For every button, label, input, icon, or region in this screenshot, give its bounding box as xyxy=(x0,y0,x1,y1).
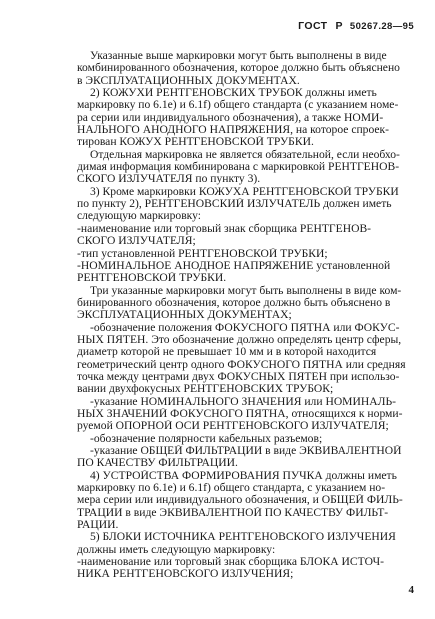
text-line: вании двухфокусных РЕНТГЕНОВСКИХ ТРУБОК; xyxy=(77,383,334,396)
page-number: 4 xyxy=(408,584,414,596)
text-line: ра серии или индивидуального обозначения), а также НОМИ- xyxy=(77,111,384,124)
paragraph-three-markings xyxy=(77,285,422,470)
text-line: 4) УСТРОЙСТВА ФОРМИРОВАНИЯ ПУЧКА должны иметь xyxy=(90,469,397,482)
text-line: -наименование или торговый знак сборщика РЕНТГЕНОВ- xyxy=(77,222,372,235)
text-line: в ЭКСПЛУАТАЦИОННЫХ ДОКУМЕНТАХ. xyxy=(77,74,300,87)
paragraph-item-3 xyxy=(77,186,422,285)
text-line: тирован КОЖУХ РЕНТГЕНОВСКОЙ ТРУБКИ. xyxy=(77,136,314,149)
text-line: НИКА РЕНТГЕНОВСКОГО ИЗЛУЧЕНИЯ; xyxy=(77,568,294,581)
header-gost: ГОСТ xyxy=(298,20,328,32)
text-line: ТРАЦИИ в виде ЭКВИВАЛЕНТНОЙ ПО КАЧЕСТВУ ФИЛЬТ- xyxy=(77,506,389,519)
page-header xyxy=(298,20,414,32)
paragraph-optional-marking xyxy=(77,149,422,186)
text-line: геометрический центр одного ФОКУСНОГО ПЯТНА или средняя xyxy=(77,358,406,371)
text-line: -тип установленной РЕНТГЕНОВСКОЙ ТРУБКИ; xyxy=(77,247,328,260)
text-line: следующую маркировку: xyxy=(77,210,202,223)
text-line: маркировку по 6.1е) и 6.1f) общего стандарта (с указанием номе- xyxy=(77,99,399,112)
paragraph-item-4 xyxy=(77,470,422,532)
text-line: бинированного обозначения, которое должно быть объяснено в xyxy=(77,296,391,309)
header-p: Р xyxy=(335,20,343,32)
paragraph-item-2 xyxy=(77,87,422,149)
document-body xyxy=(77,50,422,581)
text-line: ЭКСПЛУАТАЦИОННЫХ ДОКУМЕНТАХ; xyxy=(77,309,292,322)
text-line: должны иметь следующую маркировку: xyxy=(77,543,276,556)
text-line: точка между центрами двух ФОКУСНЫХ ПЯТЕН при использо- xyxy=(77,370,400,383)
text-line: Отдельная маркировка не является обязательной, если необхо- xyxy=(90,148,400,161)
text-line: -обозначение полярности кабельных разъемов; xyxy=(90,432,323,445)
text-line: СКОГО ИЗЛУЧАТЕЛЯ; xyxy=(77,235,196,248)
text-line: -НОМИНАЛЬНОЕ АНОДНОЕ НАПРЯЖЕНИЕ установленной xyxy=(77,259,391,272)
text-line: -указание НОМИНАЛЬНОГО ЗНАЧЕНИЯ или НОМИНАЛЬ- xyxy=(90,395,396,408)
text-line: мера серии или индивидуального обозначения, и ОБЩЕЙ ФИЛЬ- xyxy=(77,494,403,507)
text-line: димая информация комбинирована с маркировкой РЕНТГЕНОВ- xyxy=(77,161,400,174)
text-line: Три указанные маркировки могут быть выполнены в виде ком- xyxy=(90,284,402,297)
text-line: -обозначение положения ФОКУСНОГО ПЯТНА или ФОКУС- xyxy=(90,321,400,334)
text-line: РЕНТГЕНОВСКОЙ ТРУБКИ. xyxy=(77,272,227,285)
text-line: -наименование или торговый знак сборщика БЛОКА ИСТОЧ- xyxy=(77,556,385,569)
paragraph-combined-marking-note xyxy=(77,50,422,87)
text-line: по пункту 2), РЕНТГЕНОВСКИЙ ИЗЛУЧАТЕЛЬ должен иметь xyxy=(77,198,392,211)
text-line: НЫХ ЗНАЧЕНИЙ ФОКУСНОГО ПЯТНА, относящихся к норми- xyxy=(77,407,403,420)
text-line: НАЛЬНОГО АНОДНОГО НАПРЯЖЕНИЯ, на которое спроек- xyxy=(77,124,390,137)
text-line: диаметр которой не превышает 10 мм и в которой находится xyxy=(77,346,377,359)
text-line: 3) Кроме маркировки КОЖУХА РЕНТГЕНОВСКОЙ ТРУБКИ xyxy=(90,185,399,198)
text-line: СКОГО ИЗЛУЧАТЕЛЯ по пункту 3). xyxy=(77,173,261,186)
text-line: ПО КАЧЕСТВУ ФИЛЬТРАЦИИ. xyxy=(77,457,238,470)
text-line: маркировку по 6.1е) и 6.1f) общего стандарта, с указанием но- xyxy=(77,482,386,495)
text-line: -указание ОБЩЕЙ ФИЛЬТРАЦИИ в виде ЭКВИВАЛЕНТНОЙ xyxy=(90,445,402,457)
text-line: комбинированного обозначения, которое должно быть объяснено xyxy=(77,62,400,75)
text-line: 2) КОЖУХИ РЕНТГЕНОВСКИХ ТРУБОК должны иметь xyxy=(90,87,377,100)
text-line: 5) БЛОКИ ИСТОЧНИКА РЕНТГЕНОВСКОГО ИЗЛУЧЕНИЯ xyxy=(90,531,396,544)
text-line: НЫХ ПЯТЕН. Это обозначение должно определять центр сферы, xyxy=(77,333,402,346)
header-standard-number: 50267.28—95 xyxy=(349,21,414,32)
text-line: РАЦИИ. xyxy=(77,519,119,532)
text-line: руемой ОПОРНОЙ ОСИ РЕНТГЕНОВСКОГО ИЗЛУЧАТЕЛЯ; xyxy=(77,420,389,433)
paragraph-item-5 xyxy=(77,531,422,580)
text-line: Указанные выше маркировки могут быть выполнены в виде xyxy=(90,50,387,62)
